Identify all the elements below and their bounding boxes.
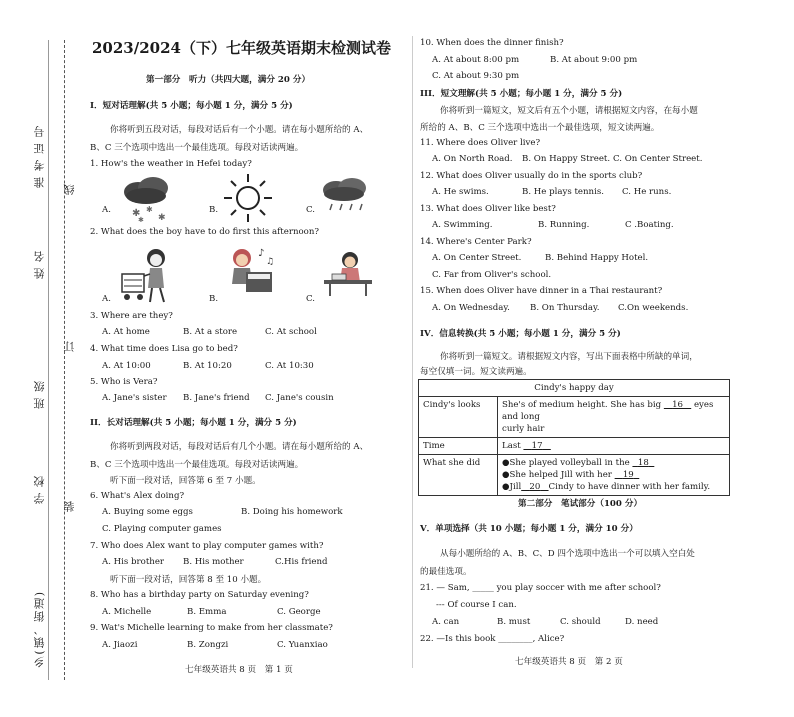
blank-18-number: 18 — [637, 458, 649, 468]
q4-option-c: C. At 10:30 — [265, 361, 314, 371]
sun-icon — [222, 172, 274, 224]
q7-option-c: C.His friend — [275, 557, 328, 567]
q11-option-a: A. On North Road. — [432, 154, 513, 164]
blank-20[interactable] — [521, 482, 548, 492]
binding-ding-mark: 订 — [63, 335, 76, 352]
question-21: 21. — Sam, _____ you play soccer with me after school? — [420, 583, 661, 593]
section2-instruction-1: 你将听到两段对话，每段对话后有几个小题。请在每小题所给的 A、 — [110, 442, 369, 452]
looks-text-b: eyes and long — [502, 400, 714, 422]
question-8: 8. Who has a birthday party on Saturday evening? — [90, 590, 309, 600]
section5-heading: V．单项选择（共 10 小题；每小题 1 分，满分 10 分） — [420, 524, 638, 534]
section1-heading: I．短对话理解(共 5 小题；每小题 1 分，满分 5 分) — [90, 101, 293, 111]
school-label: 学校 — [33, 470, 46, 504]
did-line-3b: Cindy to have dinner with her family. — [548, 482, 711, 492]
q21-option-b: B. must — [497, 617, 531, 627]
q2-option-c: C. — [306, 294, 316, 304]
q7-option-a: A. His brother — [102, 557, 165, 567]
question-6: 6. What's Alex doing? — [90, 491, 185, 501]
q21-option-c: C. should — [560, 617, 601, 627]
page1-footer: 七年级英语共 8 页 第 1 页 — [185, 665, 293, 675]
q2-option-a: A. — [102, 294, 111, 304]
time-text: Last — [502, 441, 521, 451]
q12-option-b: B. He plays tennis. — [522, 187, 604, 197]
class-label: 班级 — [33, 375, 46, 409]
section5-instruction-1: 从每小题所给的 A、B、C、D 四个选项中选出一个可以填入空白处 — [440, 549, 695, 559]
question-22: 22. —Is this book ________, Alice? — [420, 634, 565, 644]
q3-option-a: A. At home — [102, 327, 150, 337]
q3-option-c: C. At school — [265, 327, 317, 337]
column-divider — [412, 36, 413, 668]
did-line-3a: ●Jill — [502, 482, 522, 492]
svg-text:♪: ♪ — [258, 248, 265, 259]
q2-option-b: B. — [209, 294, 219, 304]
table-cell-looks — [498, 397, 730, 438]
binding-dashed-line — [64, 40, 65, 680]
section3-instruction-2: 所给的 A、B、C 三个选项中选出一个最佳选项，短文读两遍。 — [420, 123, 660, 133]
q10-option-c: C. At about 9:30 pm — [432, 71, 520, 81]
looks-text-a: She's of medium height. She has big — [502, 400, 662, 410]
blank-19[interactable] — [615, 470, 640, 480]
table-label-what-she-did: What she did — [419, 455, 498, 496]
svg-text:✱: ✱ — [158, 213, 166, 223]
question-15: 15. When does Oliver have dinner in a Thai restaurant? — [420, 286, 663, 296]
section2-subinstruction-2: 听下面一段对话，回答第 8 至 10 小题。 — [110, 575, 267, 585]
question-5: 5. Who is Vera? — [90, 377, 158, 387]
section5-instruction-2: 的最佳选项。 — [420, 567, 472, 577]
rain-cloud-icon — [316, 176, 374, 216]
svg-text:✱: ✱ — [146, 205, 153, 214]
question-21-answer: --- Of course I can. — [436, 600, 517, 610]
q14-option-c: C. Far from Oliver's school. — [432, 270, 552, 280]
blank-16-number: 16 — [672, 400, 683, 410]
binding-zhuang-mark: 装 — [63, 495, 76, 512]
q3-option-b: B. At a store — [183, 327, 238, 337]
blank-17-number: 17 — [531, 441, 543, 451]
svg-text:✱: ✱ — [132, 208, 141, 219]
svg-text:✱: ✱ — [138, 216, 144, 224]
q8-option-a: A. Michelle — [102, 607, 152, 617]
q5-option-a: A. Jane's sister — [102, 393, 167, 403]
binding-solid-line — [48, 40, 49, 680]
section3-instruction-1: 你将听到一篇短文，短文后有五个小题，请根据短文内容，在每小题 — [440, 106, 698, 116]
did-line-2: ●She helped Jill with her — [502, 470, 612, 480]
blank-18[interactable] — [632, 458, 654, 468]
q6-option-b: B. Doing his homework — [241, 507, 343, 517]
table-title: Cindy's happy day — [419, 380, 730, 397]
table-cell-time — [498, 438, 730, 455]
q15-option-b: B. On Thursday. — [530, 303, 600, 313]
q21-option-a: A. can — [432, 617, 460, 627]
blank-17[interactable] — [523, 441, 550, 451]
homework-boy-icon — [320, 248, 376, 298]
q15-option-a: A. On Wednesday. — [432, 303, 510, 313]
q14-option-b: B. Behind Happy Hotel. — [545, 253, 649, 263]
table-cell-what-she-did — [498, 455, 730, 496]
blank-20-number: 20 — [529, 482, 541, 492]
part1-heading: 第一部分 听力（共四大题，满分 20 分） — [146, 75, 311, 85]
question-10: 10. When does the dinner finish? — [420, 38, 564, 48]
question-13: 13. What does Oliver like best? — [420, 204, 556, 214]
blank-19-number: 19 — [622, 470, 634, 480]
part2-heading: 第二部分 笔试部分（100 分） — [518, 499, 643, 509]
cindy-info-table — [418, 379, 730, 496]
q9-option-c: C. Yuanxiao — [277, 640, 328, 650]
question-3: 3. Where are they? — [90, 311, 173, 321]
section2-heading: II．长对话理解(共 5 小题；每小题 1 分，满分 5 分) — [90, 418, 297, 428]
table-label-time: Time — [419, 438, 498, 455]
q5-option-b: B. Jane's friend — [183, 393, 250, 403]
q12-option-c: C. He runs. — [622, 187, 672, 197]
section2-instruction-2: B、C 三个选项中选出一个最佳选项。每段对话读两遍。 — [90, 460, 304, 470]
q6-option-c: C. Playing computer games — [102, 524, 222, 534]
blank-16[interactable] — [664, 400, 691, 410]
q9-option-b: B. Zongzi — [187, 640, 229, 650]
township-label: 乡(镇、街道) — [33, 590, 46, 668]
question-14: 14. Where's Center Park? — [420, 237, 532, 247]
table-label-looks: Cindy's looks — [419, 397, 498, 438]
q14-option-a: A. On Center Street. — [432, 253, 522, 263]
page2-footer: 七年级英语共 8 页 第 2 页 — [515, 657, 623, 667]
q13-option-a: A. Swimming. — [432, 220, 493, 230]
question-4: 4. What time does Lisa go to bed? — [90, 344, 238, 354]
section3-heading: III．短文理解(共 5 小题；每小题 1 分，满分 5 分) — [420, 89, 623, 99]
section4-instruction-2: 每空仅填一词。短文读两遍。 — [420, 367, 532, 377]
q4-option-a: A. At 10:00 — [102, 361, 151, 371]
question-2: 2. What does the boy have to do first this afternoon? — [90, 227, 319, 237]
q8-option-c: C. George — [277, 607, 321, 617]
q12-option-a: A. He swims. — [432, 187, 489, 197]
q5-option-c: C. Jane's cousin — [265, 393, 334, 403]
q1-option-a: A. — [102, 205, 111, 215]
q10-option-b: B. At about 9:00 pm — [550, 55, 638, 65]
question-7: 7. Who does Alex want to play computer games with? — [90, 541, 324, 551]
q21-option-d: D. need — [625, 617, 659, 627]
section2-subinstruction-1: 听下面一段对话，回答第 6 至 7 小题。 — [110, 476, 261, 486]
q1-option-c: C. — [306, 205, 316, 215]
q11-option-c: C. On Center Street. — [613, 154, 703, 164]
question-9: 9. Wat's Michelle learning to make from her classmate? — [90, 623, 333, 633]
section1-instruction-2: B、C 三个选项中选出一个最佳选项。每段对话读两遍。 — [90, 143, 304, 153]
q11-option-b: B. On Happy Street. — [522, 154, 611, 164]
binding-line-mark: 线 — [63, 178, 76, 195]
section4-instruction-1: 你将听到一篇短文。请根据短文内容，写出下面表格中所缺的单词， — [440, 352, 698, 362]
q10-option-a: A. At about 8:00 pm — [432, 55, 520, 65]
question-11: 11. Where does Oliver live? — [420, 138, 541, 148]
q8-option-b: B. Emma — [187, 607, 227, 617]
q7-option-b: B. His mother — [183, 557, 244, 567]
q13-option-b: B. Running. — [538, 220, 590, 230]
question-12: 12. What does Oliver usually do in the sports club? — [420, 171, 643, 181]
section1-instruction-1: 你将听到五段对话，每段对话后有一个小题。请在每小题所给的 A、 — [110, 125, 369, 135]
name-label: 姓名 — [33, 245, 46, 279]
question-1: 1. How's the weather in Hefei today? — [90, 159, 252, 169]
exam-title: 2023/2024（下）七年级英语期末检测试卷 — [92, 39, 391, 57]
q4-option-b: B. At 10:20 — [183, 361, 232, 371]
q6-option-a: A. Buying some eggs — [102, 507, 193, 517]
q13-option-c: C .Boating. — [625, 220, 674, 230]
did-line-1: ●She played volleyball in the — [502, 458, 630, 468]
section4-heading: IV．信息转换(共 5 小题；每小题 1 分，满分 5 分) — [420, 329, 621, 339]
shopping-cart-girl-icon — [118, 244, 178, 306]
svg-text:♫: ♫ — [266, 257, 275, 267]
q1-option-b: B. — [209, 205, 219, 215]
piano-boy-icon — [220, 244, 276, 300]
q15-option-c: C.On weekends. — [618, 303, 689, 313]
snow-cloud-icon — [118, 174, 176, 224]
exam-number-label: 准考证号 — [33, 120, 46, 188]
looks-text-c: curly hair — [502, 424, 545, 434]
q9-option-a: A. Jiaozi — [102, 640, 138, 650]
